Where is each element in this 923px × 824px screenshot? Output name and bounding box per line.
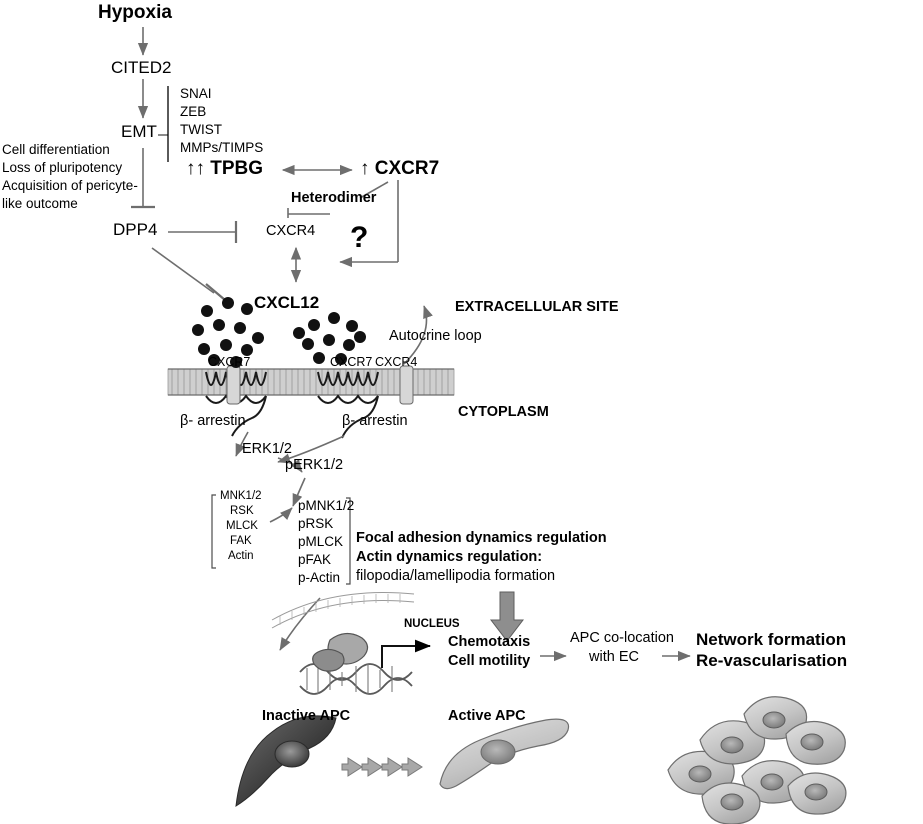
kinase-actin: Actin <box>228 550 254 562</box>
label-cytoplasm: CYTOPLASM <box>458 404 549 420</box>
label-inactive-apc: Inactive APC <box>262 708 351 724</box>
emt-marker-zeb: ZEB <box>180 104 207 119</box>
label-cxcl12: CXCL12 <box>254 293 320 312</box>
emt-marker-snai: SNAI <box>180 86 212 101</box>
pkinase-pfak: pFAK <box>298 552 332 567</box>
emt-marker-mmps: MMPs/TIMPS <box>180 140 264 155</box>
question-mark: ? <box>350 221 369 254</box>
label-beta-arrestin-right: β- arrestin <box>342 413 408 429</box>
emt-marker-twist: TWIST <box>180 122 222 137</box>
outcome-cell-motility: Cell motility <box>448 653 531 669</box>
kinase-fak: FAK <box>230 535 252 547</box>
receptor-label-cxcr7-left: CXCR7 <box>208 355 251 369</box>
node-cited2: CITED2 <box>111 58 172 77</box>
pkinase-pactin: p-Actin <box>298 570 341 585</box>
outcome-network-formation: Network formation <box>696 630 847 649</box>
kinase-rsk: RSK <box>230 505 254 517</box>
kinase-mnk: MNK1/2 <box>220 490 262 502</box>
node-cxcr4-top: CXCR4 <box>266 223 316 239</box>
kinase-mlck: MLCK <box>226 520 258 532</box>
pkinase-pmnk: pMNK1/2 <box>298 498 355 513</box>
outcome-apc-colocation-2: with EC <box>589 649 639 665</box>
label-beta-arrestin-left: β- arrestin <box>180 413 246 429</box>
label-erk: ERK1/2 <box>242 441 292 457</box>
label-perk: pERK1/2 <box>285 457 344 473</box>
emt-outcome-2: Loss of pluripotency <box>2 160 123 175</box>
emt-outcome-4: like outcome <box>2 196 78 211</box>
receptor-label-cxcr4-right: CXCR4 <box>375 355 418 369</box>
node-cxcr7-top: ↑ CXCR7 <box>360 158 440 179</box>
label-active-apc: Active APC <box>448 708 526 724</box>
regulation-line-1: Focal adhesion dynamics regulation <box>356 530 607 546</box>
outcome-chemotaxis: Chemotaxis <box>448 634 531 650</box>
label-heterodimer: Heterodimer <box>291 190 377 206</box>
label-extracellular-site: EXTRACELLULAR SITE <box>455 299 619 315</box>
label-nucleus: NUCLEUS <box>404 618 460 630</box>
pkinase-pmlck: pMLCK <box>298 534 344 549</box>
outcome-revascularisation: Re-vascularisation <box>696 651 848 670</box>
node-tpbg: ↑↑ TPBG <box>186 158 264 179</box>
label-autocrine-loop: Autocrine loop <box>389 328 482 344</box>
node-emt: EMT <box>121 122 157 141</box>
regulation-line-3: filopodia/lamellipodia formation <box>356 568 556 584</box>
receptor-label-cxcr7-mid: CXCR7 <box>330 355 373 369</box>
pkinase-prsk: pRSK <box>298 516 334 531</box>
regulation-line-2: Actin dynamics regulation: <box>356 549 543 565</box>
emt-outcome-3: Acquisition of pericyte- <box>2 178 138 193</box>
outcome-apc-colocation-1: APC co-location <box>570 630 674 646</box>
node-dpp4: DPP4 <box>113 220 158 239</box>
emt-outcome-1: Cell differentiation <box>2 142 110 157</box>
figure-title: Hypoxia <box>98 2 172 23</box>
